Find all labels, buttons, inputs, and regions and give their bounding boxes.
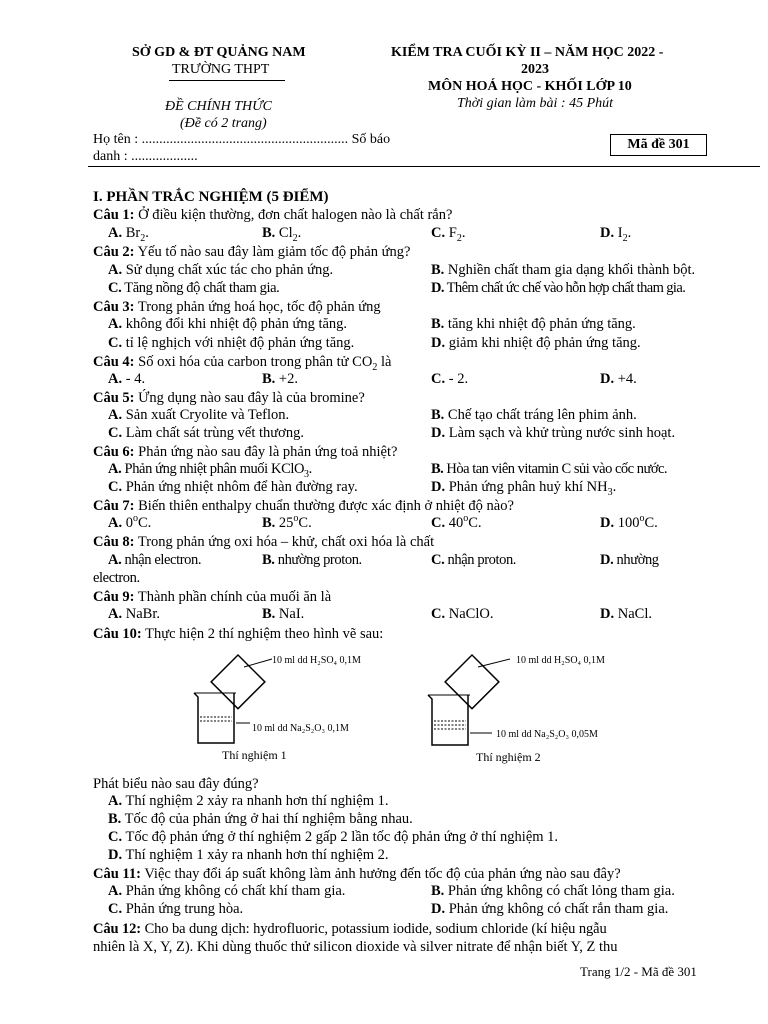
q11-option-c: C. Phản ứng trung hòa. [108,901,244,917]
q7-option-c: C. 40$^o$C. [431,513,482,531]
q9-option-d: D. NaCl. [600,606,652,622]
exam-year: 2023 [521,62,549,77]
q6-option-d: D. Phản ứng phân huỷ khí $NH_3$. [431,479,617,498]
exam-title: KIỂM TRA CUỐI KỲ II – NĂM HỌC 2022 - [391,45,664,60]
q8-option-c: C. nhận proton. [431,552,517,568]
q3-option-a: A. không đổi khi nhiệt độ phản ứng tăng. [108,316,348,332]
question-1: Câu 1: Ở điều kiện thường, đơn chất halogen nào là chất rắn? [93,207,453,223]
q1-option-a: A. $Br_2$. [108,225,149,244]
question-12-line-2: nhiên là X, Y, Z). Khi dùng thuốc thử silicon dioxide và silver nitrate để nhận biết Y, Z thu [93,939,618,955]
q4-option-b: B. +2. [262,371,298,387]
exp1-caption: Thí nghiệm 1 [222,748,287,762]
q8-option-d-continued: electron. [93,570,140,586]
q9-option-b: B. NaI. [262,606,305,622]
q6-option-c: C. Phản ứng nhiệt nhôm để hàn đường ray. [108,479,358,495]
q3-option-c: C. tỉ lệ nghịch với nhiệt độ phản ứng tăng. [108,335,355,351]
q8-option-b: B. nhường proton. [262,552,362,568]
q11-option-b: B. Phản ứng không có chất lỏng tham gia. [431,883,675,899]
exp1-thiosulfate-label: 10 ml dd Na₂S₂O₃ 0,1M [252,723,349,734]
q8-option-d: D. nhường [600,552,659,568]
question-10-prompt: Phát biểu nào sau đây đúng? [93,776,259,792]
q9-option-c: C. NaClO. [431,606,494,622]
question-12: Câu 12: Cho ba dung dịch: hydrofluoric, potassium iodide, sodium chloride (kí hiệu ngẫu [93,921,607,937]
exp2-caption: Thí nghiệm 2 [476,750,541,764]
time-line: Thời gian làm bài : 45 Phút [457,96,614,111]
q2-option-d: D. Thêm chất ức chế vào hỗn hợp chất tham gia. [431,280,686,296]
question-6: Câu 6: Phản ứng nào sau đây là phản ứng toả nhiệt? [93,444,398,460]
question-8: Câu 8: Trong phản ứng oxi hóa – khử, chất oxi hóa là chất [93,534,435,550]
official-label: ĐỀ CHÍNH THỨC [165,99,273,114]
student-name-line: Họ tên : ........................................................... Số báo [93,132,391,147]
q1-option-b: B. $Cl_2$. [262,225,302,244]
q4-option-a: A. - 4. [108,371,146,387]
q8-option-a: A. nhận electron. [108,552,202,568]
question-9: Câu 9: Thành phần chính của muối ăn là [93,589,332,605]
experiment-2-illustration [428,655,605,764]
q5-option-c: C. Làm chất sát trùng vết thương. [108,425,304,441]
q6-option-b: B. Hòa tan viên vitamin C sủi vào cốc nước. [431,461,668,477]
q11-option-d: D. Phản ứng không có chất rắn tham gia. [431,901,669,917]
page-footer: Trang 1/2 - Mã đề 301 [580,964,697,979]
question-11: Câu 11: Việc thay đổi áp suất không làm ảnh hưởng đến tốc độ của phản ứng nào sau đây? [93,866,621,882]
experiment-figure [180,645,640,770]
q2-option-c: C. Tăng nồng độ chất tham gia. [108,280,280,296]
q5-option-a: A. Sản xuất Cryolite và Teflon. [108,407,290,423]
question-10: Câu 10: Thực hiện 2 thí nghiệm theo hình vẽ sau: [93,626,384,642]
school-name: TRƯỜNG THPT [172,62,270,77]
q4-option-d: D. +4. [600,371,637,387]
q1-option-c: C. $F_2$. [431,225,466,244]
exam-code-box: Mã đề 301 [610,134,707,156]
subject-line: MÔN HOÁ HỌC - KHỐI LỚP 10 [428,79,632,94]
question-5: Câu 5: Ứng dụng nào sau đây là của bromine? [93,390,365,406]
q4-option-c: C. - 2. [431,371,469,387]
experiment-1-illustration [194,655,361,762]
q6-option-a: A. Phản ứng nhiệt phân muối KClO$_3$. [108,461,312,480]
q11-option-a: A. Phản ứng không có chất khí tham gia. [108,883,346,899]
q10-option-b: B. Tốc độ của phản ứng ở hai thí nghiệm bằng nhau. [108,811,413,827]
exp2-thiosulfate-label: 10 ml dd Na₂S₂O₃ 0,05M [496,729,598,740]
question-3: Câu 3: Trong phản ứng hoá học, tốc độ phản ứng [93,299,381,315]
department-name: SỞ GD & ĐT QUẢNG NAM [132,45,306,60]
exp2-acid-label: 10 ml dd H₂SO₄ 0,1M [516,655,605,666]
exp1-acid-label: 10 ml dd H₂SO₄ 0,1M [272,655,361,666]
question-4: Câu 4: Số oxi hóa của carbon trong phân tử $CO_2$ là [93,354,392,373]
question-2: Câu 2: Yếu tố nào sau đây làm giảm tốc độ phản ứng? [93,244,411,260]
q7-option-b: B. 25$^o$C. [262,513,312,531]
header-rule [88,166,760,167]
section-title: I. PHẦN TRẮC NGHIỆM (5 ĐIỂM) [93,189,329,205]
q9-option-a: A. NaBr. [108,606,160,622]
pages-note: (Đề có 2 trang) [180,116,267,131]
q7-option-d: D. 100$^o$C. [600,513,658,531]
question-7: Câu 7: Biến thiên enthalpy chuẩn thường được xác định ở nhiệt độ nào? [93,498,514,514]
q1-option-d: D. $I_2$. [600,225,632,244]
q10-option-c: C. Tốc độ phản ứng ở thí nghiệm 2 gấp 2 lần tốc độ phản ứng ở thí nghiệm 1. [108,829,559,845]
q2-option-a: A. Sử dụng chất xúc tác cho phản ứng. [108,262,334,278]
q5-option-d: D. Làm sạch và khử trùng nước sinh hoạt. [431,425,676,441]
q3-option-d: D. giảm khi nhiệt độ phản ứng tăng. [431,335,641,351]
q3-option-b: B. tăng khi nhiệt độ phản ứng tăng. [431,316,636,332]
student-id-line: danh : ................... [93,149,198,164]
q2-option-b: B. Nghiền chất tham gia dạng khối thành bột. [431,262,696,278]
q10-option-d: D. Thí nghiệm 1 xảy ra nhanh hơn thí nghiệm 2. [108,847,389,863]
q7-option-a: A. 0$^o$C. [108,513,152,531]
header-divider [169,80,285,81]
q5-option-b: B. Chế tạo chất tráng lên phim ảnh. [431,407,637,423]
q10-option-a: A. Thí nghiệm 2 xảy ra nhanh hơn thí nghiệm 1. [108,793,389,809]
